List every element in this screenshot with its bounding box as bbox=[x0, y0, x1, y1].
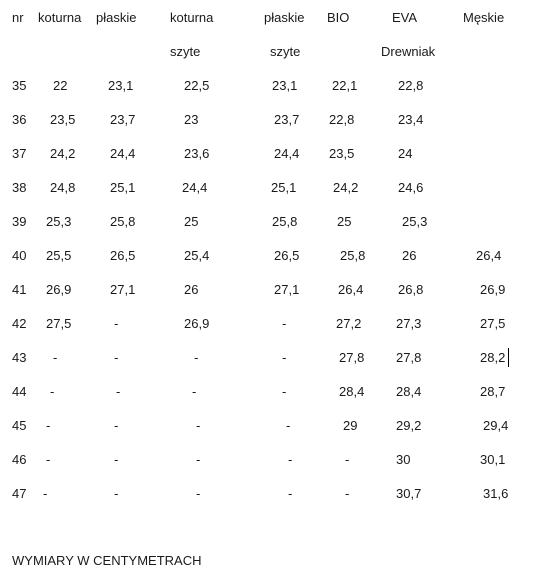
cell-plaskie: 26,5 bbox=[110, 248, 136, 263]
cell-bio: 25,8 bbox=[340, 248, 366, 263]
cell-plaskie: - bbox=[116, 384, 121, 399]
cell-koturna-szyte: 26,9 bbox=[184, 316, 210, 331]
cell-bio: 27,2 bbox=[336, 316, 362, 331]
cell-koturna: 26,9 bbox=[46, 282, 72, 297]
eva-drewniak-header-line2: Drewniak bbox=[381, 44, 436, 59]
cell-plaskie: - bbox=[114, 486, 119, 501]
cell-size-nr: 42 bbox=[12, 316, 27, 331]
cell-plaskie: 27,1 bbox=[110, 282, 136, 297]
cell-bio: 27,8 bbox=[339, 350, 365, 365]
cell-koturna-szyte: 26 bbox=[184, 282, 199, 297]
cell-eva: 30,7 bbox=[396, 486, 422, 501]
cell-koturna-szyte: - bbox=[192, 384, 197, 399]
koturna-szyte-header-line2: szyte bbox=[170, 44, 201, 59]
cell-eva: 29,2 bbox=[396, 418, 422, 433]
cell-eva: 25,3 bbox=[402, 214, 428, 229]
cell-meskie: 26,4 bbox=[476, 248, 502, 263]
cell-plaskie-szyte: - bbox=[288, 452, 293, 467]
cell-plaskie-szyte: 24,4 bbox=[274, 146, 300, 161]
cell-plaskie: 23,7 bbox=[110, 112, 136, 127]
cell-koturna: 23,5 bbox=[50, 112, 76, 127]
cell-koturna-szyte: 25 bbox=[184, 214, 199, 229]
cell-eva: 24 bbox=[398, 146, 413, 161]
cell-koturna-szyte: 22,5 bbox=[184, 78, 210, 93]
cell-koturna-szyte: 23 bbox=[184, 112, 199, 127]
cell-koturna: 27,5 bbox=[46, 316, 72, 331]
cell-plaskie-szyte: - bbox=[288, 486, 293, 501]
cell-meskie: 27,5 bbox=[480, 316, 506, 331]
cell-size-nr: 41 bbox=[12, 282, 27, 297]
cell-koturna-szyte: 24,4 bbox=[182, 180, 208, 195]
cell-koturna: 24,2 bbox=[50, 146, 76, 161]
cell-koturna-szyte: - bbox=[196, 418, 201, 433]
cell-bio: 29 bbox=[343, 418, 358, 433]
cell-size-nr: 38 bbox=[12, 180, 27, 195]
cell-plaskie-szyte: 25,1 bbox=[271, 180, 297, 195]
cell-plaskie-szyte: - bbox=[286, 418, 291, 433]
cell-koturna-szyte: - bbox=[194, 350, 199, 365]
cell-plaskie-szyte: - bbox=[282, 350, 287, 365]
cell-plaskie-szyte: - bbox=[282, 316, 287, 331]
cell-size-nr: 35 bbox=[12, 78, 27, 93]
cell-bio: 22,8 bbox=[329, 112, 355, 127]
cell-koturna: - bbox=[53, 350, 58, 365]
cell-meskie: 28,7 bbox=[480, 384, 506, 399]
cell-size-nr: 46 bbox=[12, 452, 27, 467]
cell-plaskie: 25,1 bbox=[110, 180, 136, 195]
cell-size-nr: 43 bbox=[12, 350, 27, 365]
cell-size-nr: 37 bbox=[12, 146, 27, 161]
cell-plaskie: - bbox=[114, 418, 119, 433]
cell-eva: 27,8 bbox=[396, 350, 422, 365]
cell-bio: 26,4 bbox=[338, 282, 364, 297]
cell-koturna: 25,5 bbox=[46, 248, 72, 263]
cell-bio: - bbox=[345, 452, 350, 467]
cell-bio: 25 bbox=[337, 214, 352, 229]
cell-bio: 23,5 bbox=[329, 146, 355, 161]
cell-koturna: - bbox=[43, 486, 48, 501]
cell-plaskie-szyte: 26,5 bbox=[274, 248, 300, 263]
cell-eva: 26,8 bbox=[398, 282, 424, 297]
cell-eva: 27,3 bbox=[396, 316, 422, 331]
cell-bio: 28,4 bbox=[339, 384, 365, 399]
cell-koturna-szyte: - bbox=[196, 486, 201, 501]
bio-header: BIO bbox=[327, 10, 350, 25]
cell-size-nr: 45 bbox=[12, 418, 27, 433]
cell-size-nr: 36 bbox=[12, 112, 27, 127]
cell-koturna: 24,8 bbox=[50, 180, 76, 195]
koturna-szyte-header: koturna bbox=[170, 10, 214, 25]
cell-plaskie: 23,1 bbox=[108, 78, 134, 93]
eva-drewniak-header: EVA bbox=[392, 10, 418, 25]
plaskie-szyte-header: płaskie bbox=[264, 10, 305, 25]
cell-plaskie: - bbox=[114, 316, 119, 331]
cell-plaskie: 25,8 bbox=[110, 214, 136, 229]
plaskie-szyte-header-line2: szyte bbox=[270, 44, 301, 59]
units-note: WYMIARY W CENTYMETRACH bbox=[12, 553, 202, 568]
cell-koturna: 22 bbox=[53, 78, 68, 93]
cell-plaskie: 24,4 bbox=[110, 146, 136, 161]
cell-eva: 30 bbox=[396, 452, 411, 467]
cell-plaskie-szyte: 27,1 bbox=[274, 282, 300, 297]
cell-eva: 24,6 bbox=[398, 180, 424, 195]
cell-plaskie-szyte: 23,1 bbox=[272, 78, 298, 93]
cell-size-nr: 44 bbox=[12, 384, 27, 399]
cell-eva: 22,8 bbox=[398, 78, 424, 93]
meskie-header: Męskie bbox=[463, 10, 505, 25]
cell-plaskie: - bbox=[114, 452, 119, 467]
text-cursor bbox=[508, 348, 509, 367]
cell-size-nr: 47 bbox=[12, 486, 27, 501]
cell-eva: 26 bbox=[402, 248, 417, 263]
cell-koturna: 25,3 bbox=[46, 214, 72, 229]
cell-koturna: - bbox=[50, 384, 55, 399]
nr-header: nr bbox=[12, 10, 24, 25]
cell-meskie: 31,6 bbox=[483, 486, 509, 501]
cell-plaskie-szyte: 25,8 bbox=[272, 214, 298, 229]
cell-eva: 23,4 bbox=[398, 112, 424, 127]
cell-koturna-szyte: - bbox=[196, 452, 201, 467]
cell-koturna: - bbox=[46, 452, 51, 467]
koturna-header: koturna bbox=[38, 10, 82, 25]
cell-koturna-szyte: 25,4 bbox=[184, 248, 210, 263]
cell-koturna-szyte: 23,6 bbox=[184, 146, 210, 161]
cell-plaskie-szyte: 23,7 bbox=[274, 112, 300, 127]
cell-meskie: 29,4 bbox=[483, 418, 509, 433]
cell-bio: - bbox=[345, 486, 350, 501]
cell-bio: 24,2 bbox=[333, 180, 359, 195]
plaskie-header: płaskie bbox=[96, 10, 137, 25]
cell-plaskie-szyte: - bbox=[282, 384, 287, 399]
cell-koturna: - bbox=[46, 418, 51, 433]
cell-meskie: 26,9 bbox=[480, 282, 506, 297]
cell-meskie: 30,1 bbox=[480, 452, 506, 467]
cell-meskie: 28,2 bbox=[480, 350, 506, 365]
cell-bio: 22,1 bbox=[332, 78, 358, 93]
cell-size-nr: 40 bbox=[12, 248, 27, 263]
cell-eva: 28,4 bbox=[396, 384, 422, 399]
cell-size-nr: 39 bbox=[12, 214, 27, 229]
cell-plaskie: - bbox=[114, 350, 119, 365]
